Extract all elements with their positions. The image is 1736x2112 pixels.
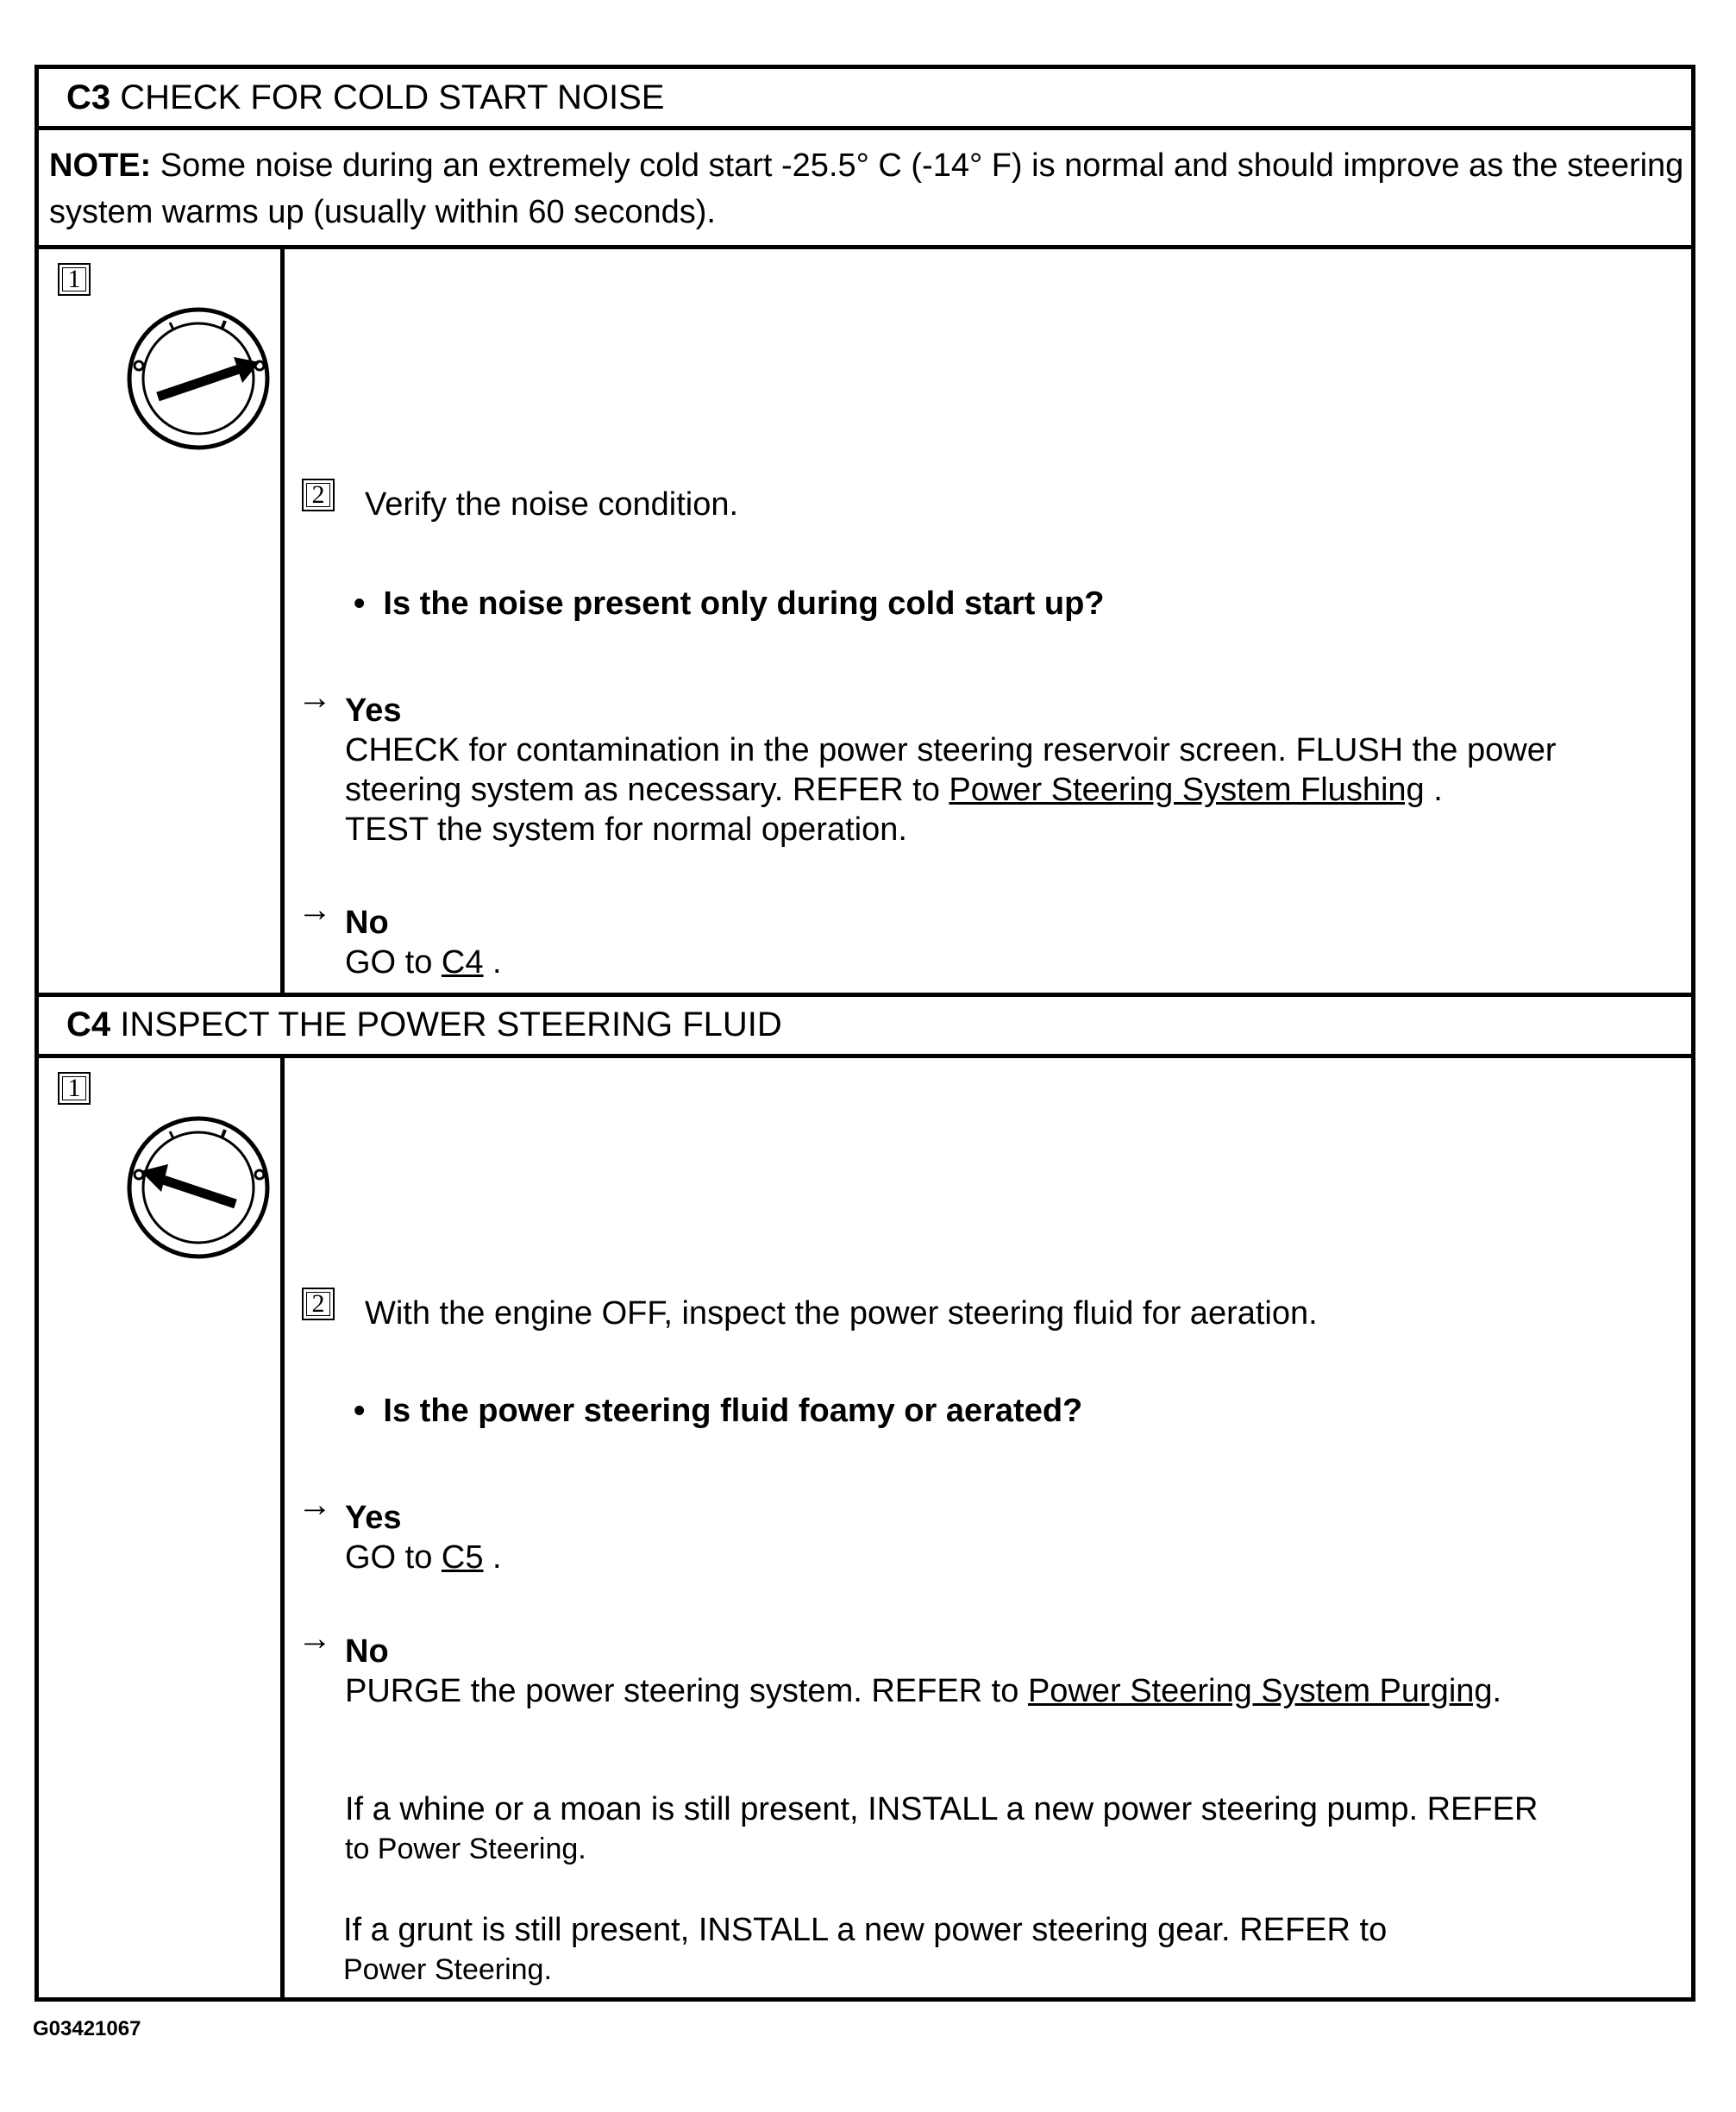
section-c3-code: C3 — [66, 78, 111, 116]
c4-yes-answer — [345, 1498, 502, 1577]
section-c3-body — [39, 249, 1691, 997]
whine-line1: If a whine or a moan is still present, INSTALL a new power steering pump. REFER — [345, 1791, 1539, 1827]
purging-link[interactable]: Power Steering System Purging — [1027, 1673, 1493, 1709]
c3-yes-label: Yes — [345, 693, 402, 729]
right-arrow-icon: → — [298, 891, 332, 929]
c3-step2-number: 2 — [302, 479, 335, 511]
c4-yes-period: . — [483, 1539, 502, 1576]
grunt-line1: If a grunt is still present, INSTALL a new power steering gear. REFER to — [343, 1912, 1388, 1948]
c3-yes-answer — [345, 691, 1557, 849]
note-label: NOTE: — [49, 147, 152, 184]
c3-step1-number: 1 — [58, 263, 91, 296]
c3-yes-line3: TEST the system for normal operation. — [345, 812, 907, 848]
section-c4-body — [39, 1058, 1691, 1997]
c4-step1-column — [39, 1058, 285, 1997]
note-text: Some noise during an extremely cold start -25.5° C (-14° F) is normal and should improve as the steering system warms up (usually within 60 seconds). — [49, 147, 1684, 230]
c3-no-label: No — [345, 905, 389, 941]
c4-no-answer — [345, 1632, 1501, 1711]
c3-no-answer — [345, 903, 502, 982]
c3-step1-column — [39, 249, 285, 993]
bullet-icon: • — [354, 586, 384, 622]
figure-id: G03421067 — [33, 2017, 141, 2040]
c4-yes-label: Yes — [345, 1500, 402, 1536]
c3-yes-period: . — [1424, 772, 1443, 808]
section-c3-title: CHECK FOR COLD START NOISE — [120, 78, 665, 116]
c4-question — [354, 1393, 1082, 1430]
grunt-instruction — [343, 1910, 1387, 1990]
ignition-switch-on-icon — [123, 304, 274, 454]
c4-yes-text: GO to — [345, 1539, 442, 1576]
flushing-link[interactable]: Power Steering System Flushing — [949, 772, 1425, 808]
c3-yes-line2: steering system as necessary. REFER to — [345, 772, 949, 808]
c4-link[interactable]: C4 — [441, 944, 484, 981]
c4-no-label: No — [345, 1633, 389, 1670]
c5-link[interactable]: C5 — [441, 1539, 484, 1576]
c3-step2-column — [285, 249, 1691, 993]
diagnostic-table — [34, 65, 1695, 2002]
grunt-line2: Power Steering. — [343, 1953, 552, 1986]
c3-no-text: GO to — [345, 944, 442, 981]
c4-no-text: PURGE the power steering system. REFER to — [345, 1673, 1028, 1709]
c3-question — [354, 586, 1105, 623]
whine-instruction — [345, 1789, 1538, 1869]
section-c4-title: INSPECT THE POWER STEERING FLUID — [120, 1006, 782, 1043]
right-arrow-icon: → — [298, 1486, 332, 1524]
c4-no-period: . — [1492, 1673, 1502, 1709]
c3-yes-line1: CHECK for contamination in the power steering reservoir screen. FLUSH the power — [345, 732, 1557, 768]
whine-line2: to Power Steering. — [345, 1833, 586, 1865]
right-arrow-icon: → — [298, 1620, 332, 1658]
section-c4-header — [39, 997, 1691, 1058]
c4-step1-number: 1 — [58, 1072, 91, 1105]
section-c3-header — [39, 69, 1691, 130]
bullet-icon: • — [354, 1393, 384, 1429]
note-block — [39, 130, 1691, 249]
c4-step2-column — [285, 1058, 1691, 1997]
c3-instruction: Verify the noise condition. — [365, 486, 739, 523]
right-arrow-icon: → — [298, 679, 332, 717]
ignition-switch-off-icon — [123, 1112, 274, 1263]
c4-instruction: With the engine OFF, inspect the power steering fluid for aeration. — [365, 1295, 1318, 1332]
c4-question-text: Is the power steering fluid foamy or aerated? — [383, 1393, 1083, 1429]
section-c4-code: C4 — [66, 1006, 111, 1043]
c3-no-period: . — [483, 944, 502, 981]
c4-step2-number: 2 — [302, 1288, 335, 1320]
c3-question-text: Is the noise present only during cold start up? — [383, 586, 1105, 622]
